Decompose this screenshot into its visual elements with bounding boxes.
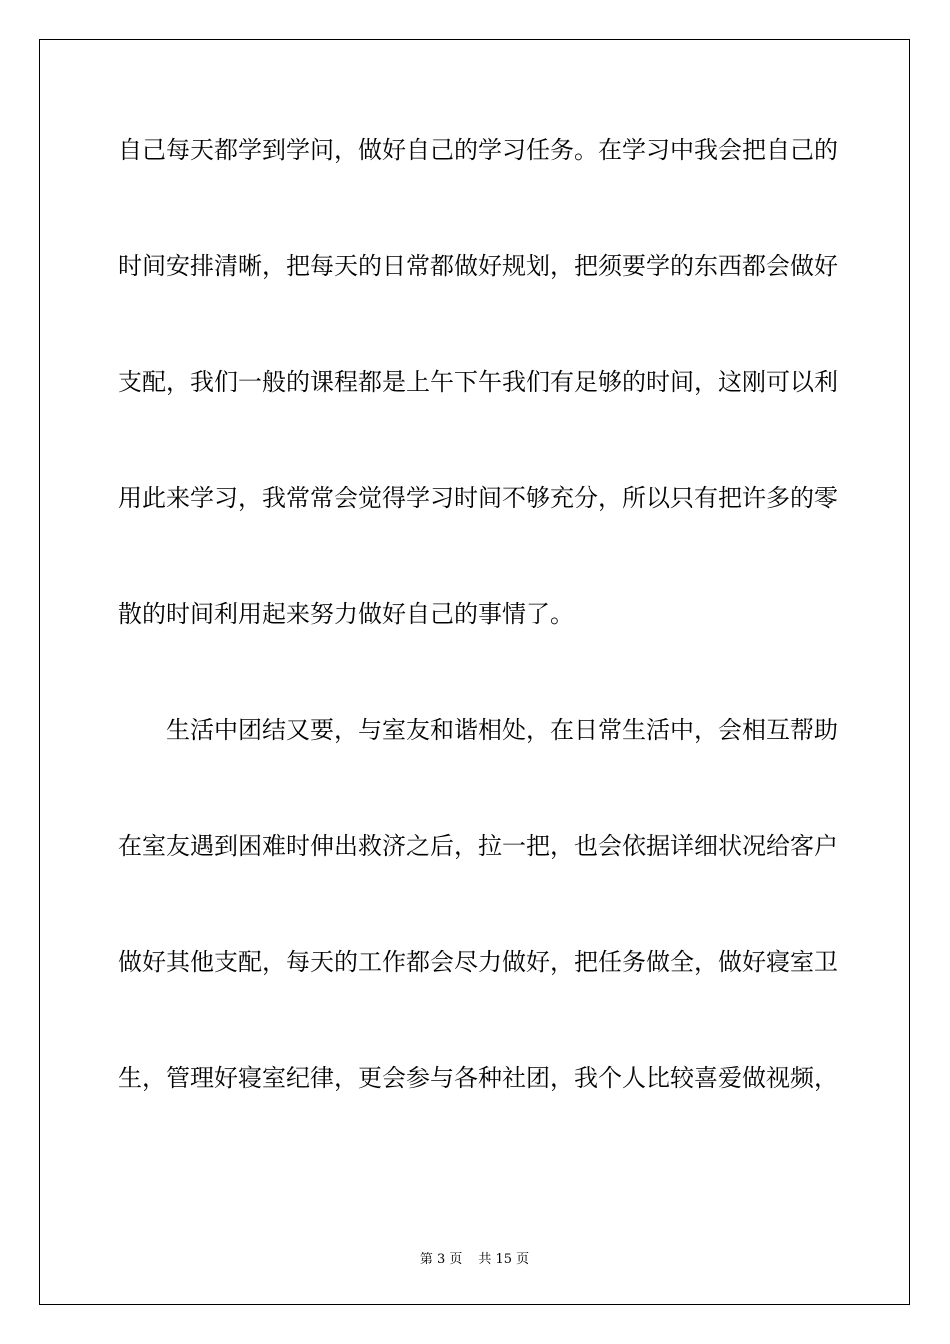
paragraph-line: 生活中团结又要，与室友和谐相处，在日常生活中，会相互帮助	[166, 716, 838, 744]
page-total: 共 15 页	[478, 1252, 530, 1267]
paragraph-line: 用此来学习，我常常会觉得学习时间不够充分，所以只有把许多的零	[118, 484, 838, 512]
paragraph-line: 自己每天都学到学问，做好自己的学习任务。在学习中我会把自己的	[118, 136, 838, 164]
paragraph-line: 散的时间利用起来努力做好自己的事情了。	[118, 600, 574, 628]
paragraph-line: 支配，我们一般的课程都是上午下午我们有足够的时间，这刚可以利	[118, 368, 838, 396]
paragraph-line: 做好其他支配，每天的工作都会尽力做好，把任务做全，做好寝室卫	[118, 948, 838, 976]
page-number: 第 3 页	[419, 1252, 463, 1267]
paragraph-line: 在室友遇到困难时伸出救济之后，拉一把，也会依据详细状况给客户	[118, 832, 838, 860]
document-page	[39, 39, 910, 1305]
paragraph-line: 生，管理好寝室纪律，更会参与各种社团，我个人比较喜爱做视频，	[118, 1064, 838, 1092]
paragraph-line: 时间安排清晰，把每天的日常都做好规划，把须要学的东西都会做好	[118, 252, 838, 280]
page-footer	[40, 1248, 909, 1267]
